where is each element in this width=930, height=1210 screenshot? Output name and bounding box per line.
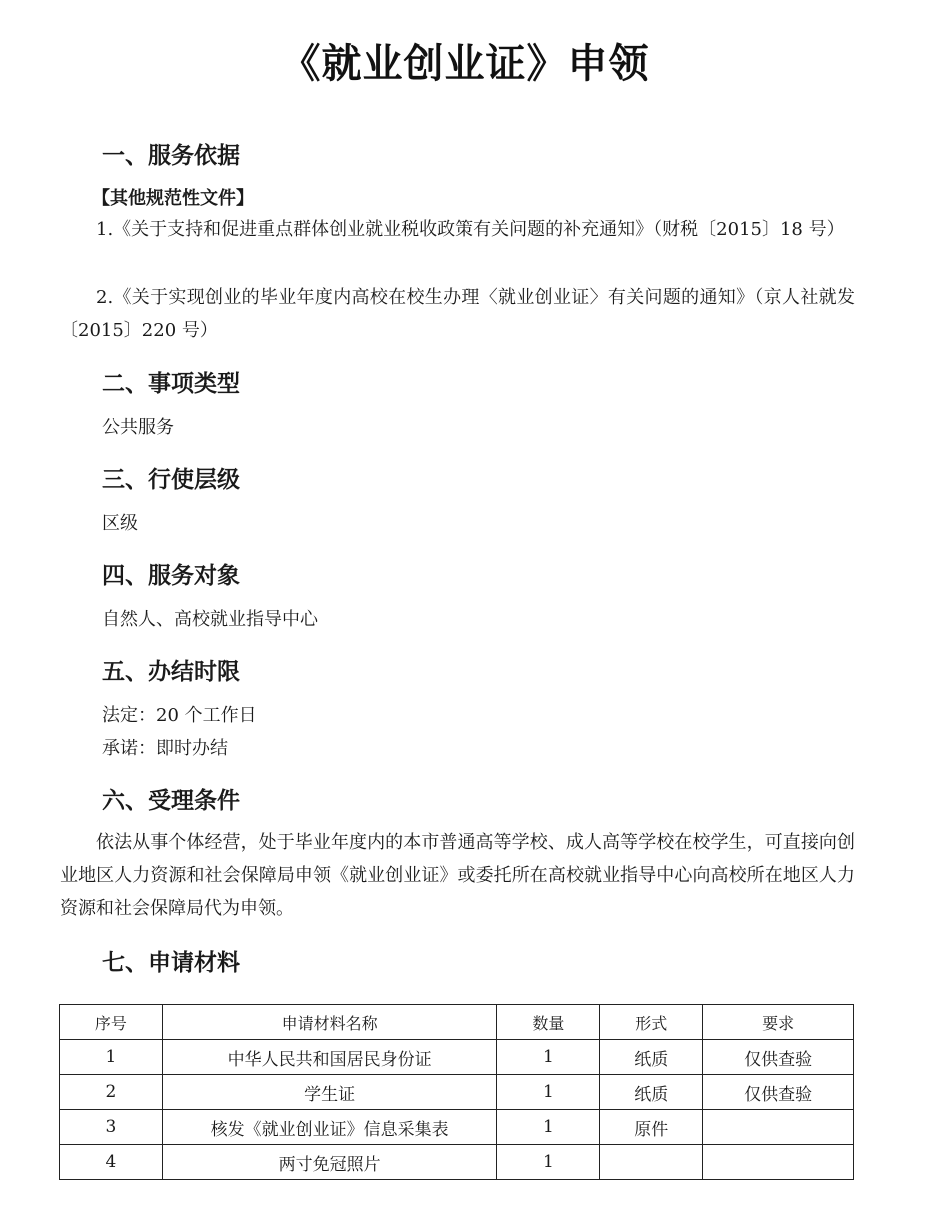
item-type-value: 公共服务 bbox=[102, 417, 174, 438]
cell-quantity: 1 bbox=[497, 1145, 600, 1180]
header-material-name: 申请材料名称 bbox=[162, 1005, 497, 1040]
cell-quantity: 1 bbox=[497, 1040, 600, 1075]
cell-form: 纸质 bbox=[600, 1075, 703, 1110]
cell-material-name: 学生证 bbox=[162, 1075, 497, 1110]
cell-requirement bbox=[703, 1110, 854, 1145]
cell-material-name: 中华人民共和国居民身份证 bbox=[162, 1040, 497, 1075]
acceptance-conditions-text: 依法从事个体经营，处于毕业年度内的本市普通高等学校、成人高等学校在校学生，可直接向创业地区人力资源和社会保障局申领《就业创业证》或委托所在高校就业指导中心向高校所在地区人力资源和社会保障局代为申领。 bbox=[60, 832, 855, 919]
section-heading-time-limit: 五、办结时限 bbox=[102, 659, 240, 685]
section-heading-exercise-level: 三、行使层级 bbox=[102, 467, 240, 493]
cell-form: 原件 bbox=[600, 1110, 703, 1145]
basis-item-2: 2.《关于实现创业的毕业年度内高校在校生办理〈就业创业证〉有关问题的通知》（京人社就发〔2015〕220 号） bbox=[60, 287, 855, 341]
table-row bbox=[60, 1075, 854, 1110]
cell-form: 纸质 bbox=[600, 1040, 703, 1075]
cell-quantity: 1 bbox=[497, 1075, 600, 1110]
cell-material-name: 核发《就业创业证》信息采集表 bbox=[162, 1110, 497, 1145]
header-requirement: 要求 bbox=[703, 1005, 854, 1040]
time-limit-statutory: 法定：20 个工作日 bbox=[102, 705, 257, 726]
cell-requirement: 仅供查验 bbox=[703, 1075, 854, 1110]
section-heading-application-materials: 七、申请材料 bbox=[102, 950, 240, 976]
cell-serial-no: 1 bbox=[60, 1040, 163, 1075]
section-heading-service-target: 四、服务对象 bbox=[102, 563, 240, 589]
section-heading-item-type: 二、事项类型 bbox=[102, 371, 240, 397]
header-quantity: 数量 bbox=[497, 1005, 600, 1040]
cell-serial-no: 4 bbox=[60, 1145, 163, 1180]
time-limit-promised: 承诺：即时办结 bbox=[102, 738, 228, 759]
cell-quantity: 1 bbox=[497, 1110, 600, 1145]
table-row bbox=[60, 1110, 854, 1145]
table-row bbox=[60, 1040, 854, 1075]
cell-material-name: 两寸免冠照片 bbox=[162, 1145, 497, 1180]
section-heading-service-basis: 一、服务依据 bbox=[102, 143, 240, 169]
basis-item-1: 1.《关于支持和促进重点群体创业就业税收政策有关问题的补充通知》（财税〔2015〕18 号） bbox=[96, 219, 845, 240]
section-heading-acceptance-conditions: 六、受理条件 bbox=[102, 788, 240, 814]
cell-form bbox=[600, 1145, 703, 1180]
header-serial-no: 序号 bbox=[60, 1005, 163, 1040]
header-form: 形式 bbox=[600, 1005, 703, 1040]
exercise-level-value: 区级 bbox=[102, 513, 138, 534]
cell-requirement bbox=[703, 1145, 854, 1180]
subheading-other-normative-documents: 【其他规范性文件】 bbox=[92, 188, 254, 209]
table-row bbox=[60, 1145, 854, 1180]
cell-serial-no: 2 bbox=[60, 1075, 163, 1110]
table-header-row bbox=[60, 1005, 854, 1040]
cell-requirement: 仅供查验 bbox=[703, 1040, 854, 1075]
materials-table bbox=[59, 1004, 854, 1180]
page-title: 《就业创业证》申领 bbox=[280, 41, 650, 87]
cell-serial-no: 3 bbox=[60, 1110, 163, 1145]
service-target-value: 自然人、高校就业指导中心 bbox=[102, 609, 318, 630]
